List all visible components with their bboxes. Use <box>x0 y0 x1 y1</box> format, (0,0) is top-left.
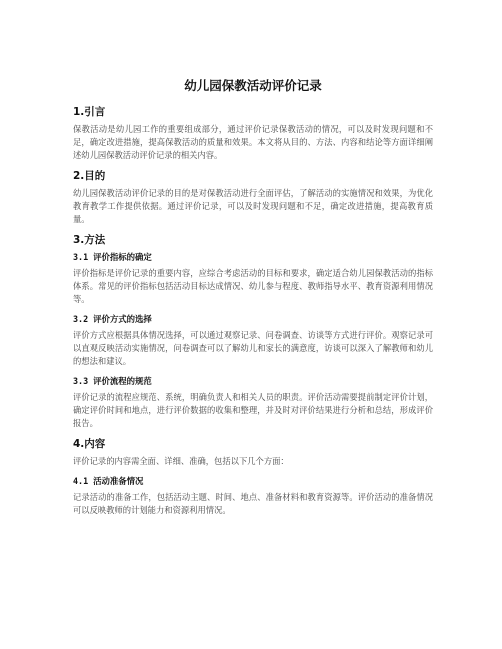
section-paragraph: 幼儿园保教活动评价记录的目的是对保教活动进行全面评估，了解活动的实施情况和效果，为优化教育教学工作提供依据。通过评价记录，可以及时发现问题和不足，确定改进措施，提高教育质量。 <box>73 188 433 224</box>
document-page <box>73 78 433 524</box>
subsection-paragraph: 评价记录的流程应规范、系统，明确负责人和相关人员的职责。评价活动需要提前制定评价计划，确定评价时间和地点，进行评价数据的收集和整理，并及时对评价结果进行分析和总结，形成评价报告。 <box>73 392 433 428</box>
subsection-paragraph: 评价指标是评价记录的重要内容，应综合考虑活动的目标和要求，确定适合幼儿园保教活动的指标体系。常见的评价指标包括活动目标达成情况、幼儿参与程度、教师指导水平、教育资源利用情况等。 <box>73 268 433 304</box>
section-heading: 1.引言 <box>73 106 106 118</box>
subsection-paragraph: 评价方式应根据具体情况选择，可以通过观察记录、问卷调查、访谈等方式进行评价。观察记录可以直观反映活动实施情况，问卷调查可以了解幼儿和家长的满意度，访谈可以深入了解教师和幼儿的想法和建议。 <box>73 330 433 366</box>
subsection-paragraph: 记录活动的准备工作，包括活动主题、时间、地点、准备材料和教育资源等。评价活动的准备情况可以反映教师的计划能力和资源利用情况。 <box>73 492 433 515</box>
section-heading: 2.目的 <box>73 170 106 182</box>
subsection-evaluation-process <box>73 375 433 430</box>
section-heading: 3.方法 <box>73 234 106 246</box>
section-heading: 4.内容 <box>73 438 106 450</box>
subsection-heading: 4.1 活动准备情况 <box>73 476 144 486</box>
section-content <box>73 437 433 517</box>
subsection-preparation <box>73 475 433 517</box>
section-introduction <box>73 105 433 162</box>
section-purpose <box>73 169 433 226</box>
subsection-heading: 3.3 评价流程的规范 <box>73 376 152 386</box>
subsection-heading: 3.1 评价指标的确定 <box>73 252 152 262</box>
subsection-evaluation-method <box>73 313 433 368</box>
subsection-heading: 3.2 评价方式的选择 <box>73 314 152 324</box>
subsection-indicators <box>73 251 433 306</box>
section-paragraph: 保教活动是幼儿园工作的重要组成部分，通过评价记录保教活动的情况，可以及时发现问题和不足，确定改进措施，提高保教活动的质量和效果。本文将从目的、方法、内容和结论等方面详细阐述幼儿园保教活动评价记录的相关内容。 <box>73 124 433 160</box>
document-title: 幼儿园保教活动评价记录 <box>184 78 322 93</box>
section-method <box>73 233 433 430</box>
section-paragraph: 评价记录的内容需全面、详细、准确，包括以下几个方面： <box>73 456 289 466</box>
